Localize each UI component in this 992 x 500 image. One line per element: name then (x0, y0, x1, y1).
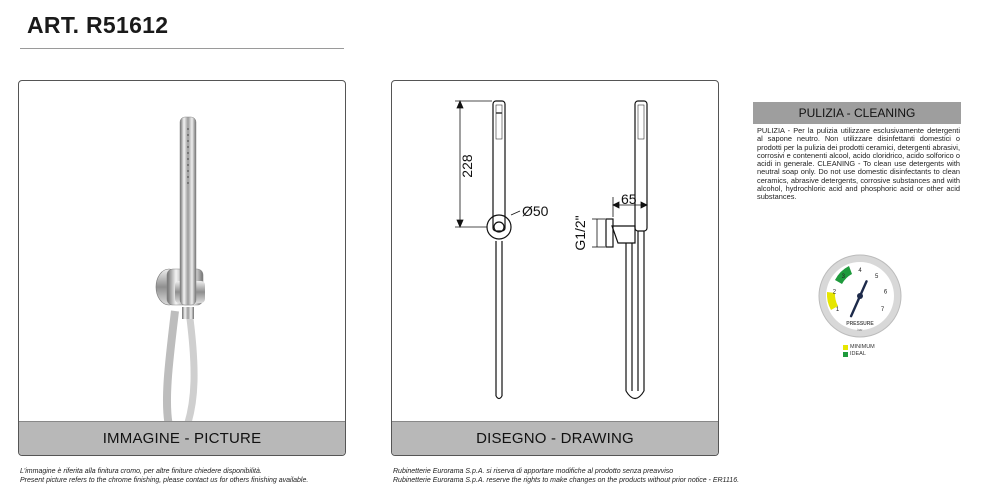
drawing-caption: DISEGNO - DRAWING (392, 421, 718, 455)
legend-minimum-swatch (843, 345, 848, 350)
legend-minimum-label: MINIMUM (850, 344, 875, 350)
technical-drawing (392, 81, 718, 423)
drawing-note-it: Rubinetterie Eurorama S.p.A. si riserva di apportare modifiche al prodotto senza preavviso (393, 468, 674, 475)
gauge-tick-label: 7 (880, 307, 885, 313)
drawing-note (393, 467, 739, 485)
title-divider (20, 48, 344, 49)
gauge-tick-label: 4 (858, 268, 862, 274)
picture-caption: IMMAGINE - PICTURE (19, 421, 345, 455)
article-title: ART. R51612 (27, 12, 169, 38)
picture-panel (18, 80, 346, 456)
drawing-note-en: Rubinetterie Eurorama S.p.A. reserve the rights to make changes on the products without prior notice - ER1116. (393, 477, 740, 484)
legend-ideal-label: IDEAL (850, 351, 866, 357)
picture-note (20, 467, 308, 485)
dim-diameter-label: Ø50 (522, 203, 549, 219)
cleaning-text: PULIZIA - Per la pulizia utilizzare esclusivamente detergenti al sapone neutro. Non utilizzare disinfettanti domestici o prodotti per la pulizia dei prodotti ceramici, detergenti abrasivi, corrosivi e contenenti alcool, acido cloridrico, acido solforico o acidi in generale. CLEANING - To clean use detergents with neutral soap only. Do not use domestic disinfectants to clean ceramics, abrasive detergents, corrosive substances and with alcohol, hydrochloric acid and phosphoric acid or other acid substances. (757, 126, 960, 202)
cleaning-header: PULIZIA - CLEANING (753, 102, 961, 124)
picture-note-it: L'immagine è riferita alla finitura cromo, per altre finiture chiedere disponibilità. (20, 468, 262, 475)
dim-height-label: 228 (459, 154, 475, 178)
gauge-tick-label: 2 (832, 289, 837, 296)
dim-width-label: 65 (621, 191, 637, 207)
dim-thread-label: G1/2" (572, 215, 588, 251)
gauge-tick-label: 6 (883, 289, 888, 296)
gauge-legend (843, 344, 875, 358)
gauge-tick-label: 1 (835, 307, 840, 313)
shower-product-image (19, 81, 345, 423)
pressure-gauge-icon (815, 254, 905, 342)
legend-ideal-swatch (843, 352, 848, 357)
gauge-tick-label: 5 (875, 274, 879, 281)
gauge-tick-label: 3 (841, 274, 845, 281)
picture-note-en: Present picture refers to the chrome finishing, please contact us for others finishing available. (20, 477, 309, 484)
gauge-label: PRESSURE (846, 321, 874, 327)
gauge-unit: bar (857, 328, 863, 332)
drawing-panel (391, 80, 719, 456)
